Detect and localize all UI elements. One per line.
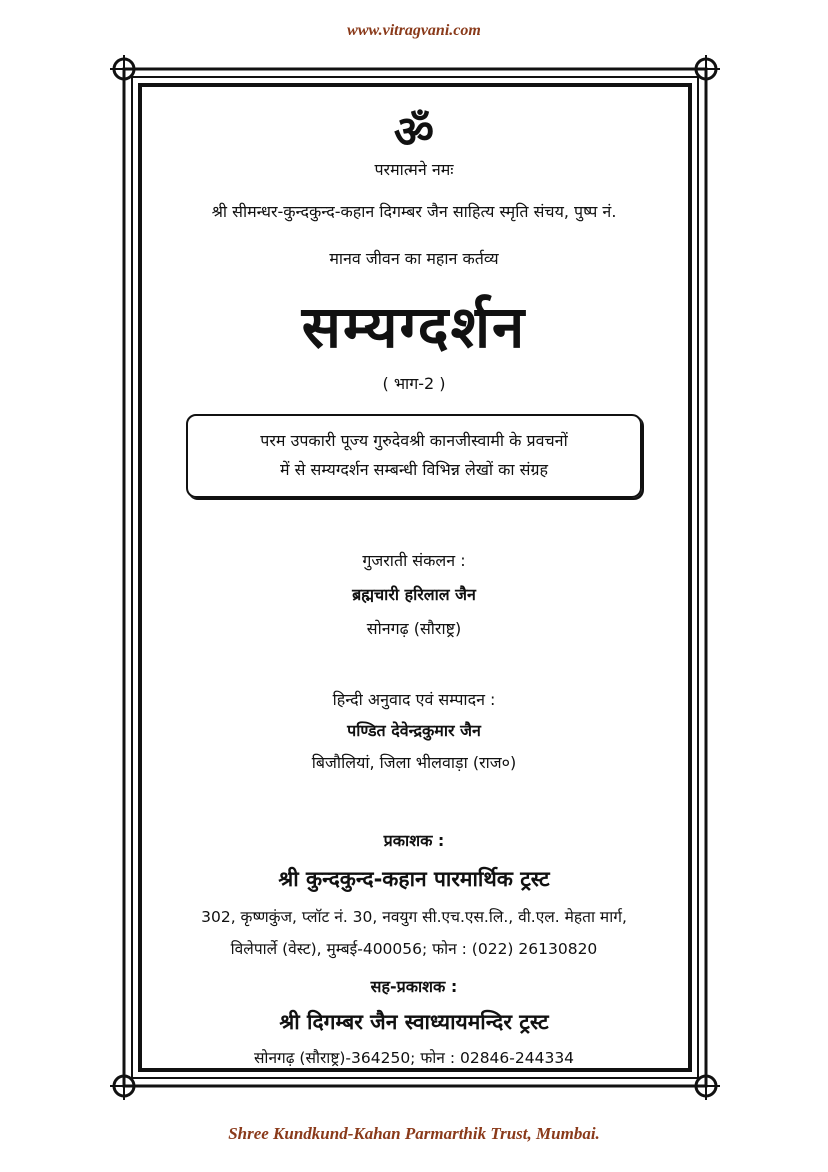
series-title: श्री सीमन्धर-कुन्दकुन्द-कहान दिगम्बर जैन साहित्य स्मृति संचय, पुष्प नं. bbox=[211, 202, 617, 221]
footer-trust-name: Shree Kundkund-Kahan Parmarthik Trust, Mumbai. bbox=[228, 1124, 600, 1143]
om-symbol: ॐ bbox=[393, 107, 435, 158]
publisher-address-line-1: 302, कृष्णकुंज, प्लॉट नं. 30, नवयुग सी.एच.एस.लि., वी.एल. मेहता मार्ग, bbox=[201, 908, 627, 926]
book-title: सम्यग्दर्शन bbox=[301, 293, 527, 361]
gujarati-compilation-label: गुजराती संकलन : bbox=[362, 551, 466, 570]
copublisher-name: श्री दिगम्बर जैन स्वाध्यायमन्दिर ट्रस्ट bbox=[279, 1010, 549, 1034]
gujarati-compiler-place: सोनगढ़ (सौराष्ट्र) bbox=[366, 619, 462, 638]
description-line-1: परम उपकारी पूज्य गुरुदेवश्री कानजीस्वामी के प्रवचनों bbox=[260, 431, 568, 450]
hindi-editor-place: बिजौलियां, जिला भीलवाड़ा (राज०) bbox=[311, 753, 517, 772]
description-line-2: में से सम्यग्दर्शन सम्बन्धी विभिन्न लेखों का संग्रह bbox=[279, 460, 548, 479]
volume-number: ( भाग-2 ) bbox=[382, 374, 446, 393]
website-url[interactable]: www.vitragvani.com bbox=[347, 22, 481, 39]
gujarati-compiler-name: ब्रह्मचारी हरिलाल जैन bbox=[352, 585, 476, 604]
copublisher-label: सह-प्रकाशक : bbox=[370, 977, 458, 996]
copublisher-address: सोनगढ़ (सौराष्ट्र)-364250; फोन : 02846-244334 bbox=[253, 1049, 575, 1067]
hindi-editor-name: पण्डित देवेन्द्रकुमार जैन bbox=[347, 721, 481, 740]
publisher-address-line-2: विलेपार्ले (वेस्ट), मुम्बई-400056; फोन : (022) 26130820 bbox=[230, 940, 598, 958]
salutation: परमात्मने नमः bbox=[374, 160, 454, 179]
publisher-label: प्रकाशक : bbox=[383, 831, 445, 850]
book-subtitle: मानव जीवन का महान कर्तव्य bbox=[329, 249, 499, 268]
publisher-name: श्री कुन्दकुन्द-कहान पारमार्थिक ट्रस्ट bbox=[278, 867, 550, 891]
hindi-translation-label: हिन्दी अनुवाद एवं सम्पादन : bbox=[332, 690, 496, 709]
description-box bbox=[186, 414, 642, 498]
